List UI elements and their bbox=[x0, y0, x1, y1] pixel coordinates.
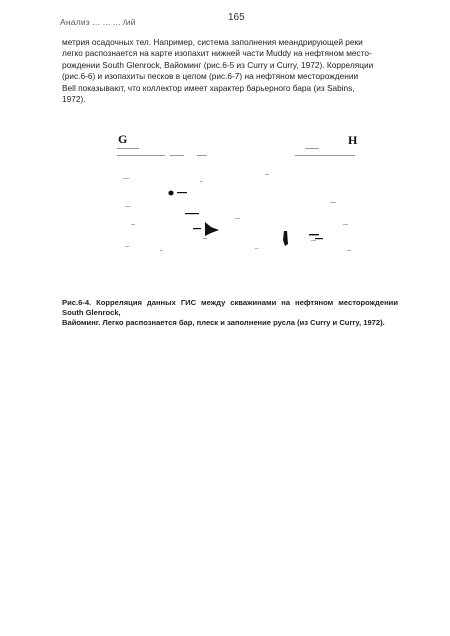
page-header bbox=[60, 12, 390, 28]
sand-bodies bbox=[168, 191, 323, 246]
log-trace-fragments bbox=[123, 174, 351, 251]
body-line: 1972). bbox=[62, 94, 86, 105]
body-line: легко распознается на карте изопахит нижней части Muddy на нефтяном место- bbox=[62, 48, 372, 59]
running-title: Анализ ... ... ... /ий bbox=[60, 17, 136, 27]
body-line: метрия осадочных тел. Например, система заполнения меандрирующей реки bbox=[62, 37, 363, 47]
body-line: Bell показывают, что коллектор имеет характер барьерного бара (из Sabins, bbox=[62, 82, 355, 93]
caption-line: Рис.6-4. Корреляция данных ГИС между скважинами на нефтяном месторождении South Glenrock, bbox=[62, 298, 398, 317]
figure-caption bbox=[62, 298, 398, 328]
body-paragraph bbox=[62, 37, 398, 105]
well-log-sketch bbox=[115, 128, 360, 293]
page-number: 165 bbox=[228, 12, 245, 23]
log-header-marks bbox=[117, 148, 355, 156]
figure-label-left: G bbox=[118, 132, 128, 146]
figure-label-right: H bbox=[348, 133, 358, 147]
body-line: рождении South Glenrock, Вайоминг (рис.6-5 из Curry и Curry, 1972). Корреляции bbox=[62, 59, 374, 70]
well-log-correlation-figure bbox=[115, 128, 360, 293]
caption-line: Вайоминг. Легко распознается бар, плеск и заполнение русла (из Curry и Curry, 1972). bbox=[62, 318, 385, 327]
body-line: (рис.6-6) и изопахиты песков в целом (рис.6-7) на нефтяном месторождении bbox=[62, 71, 359, 82]
